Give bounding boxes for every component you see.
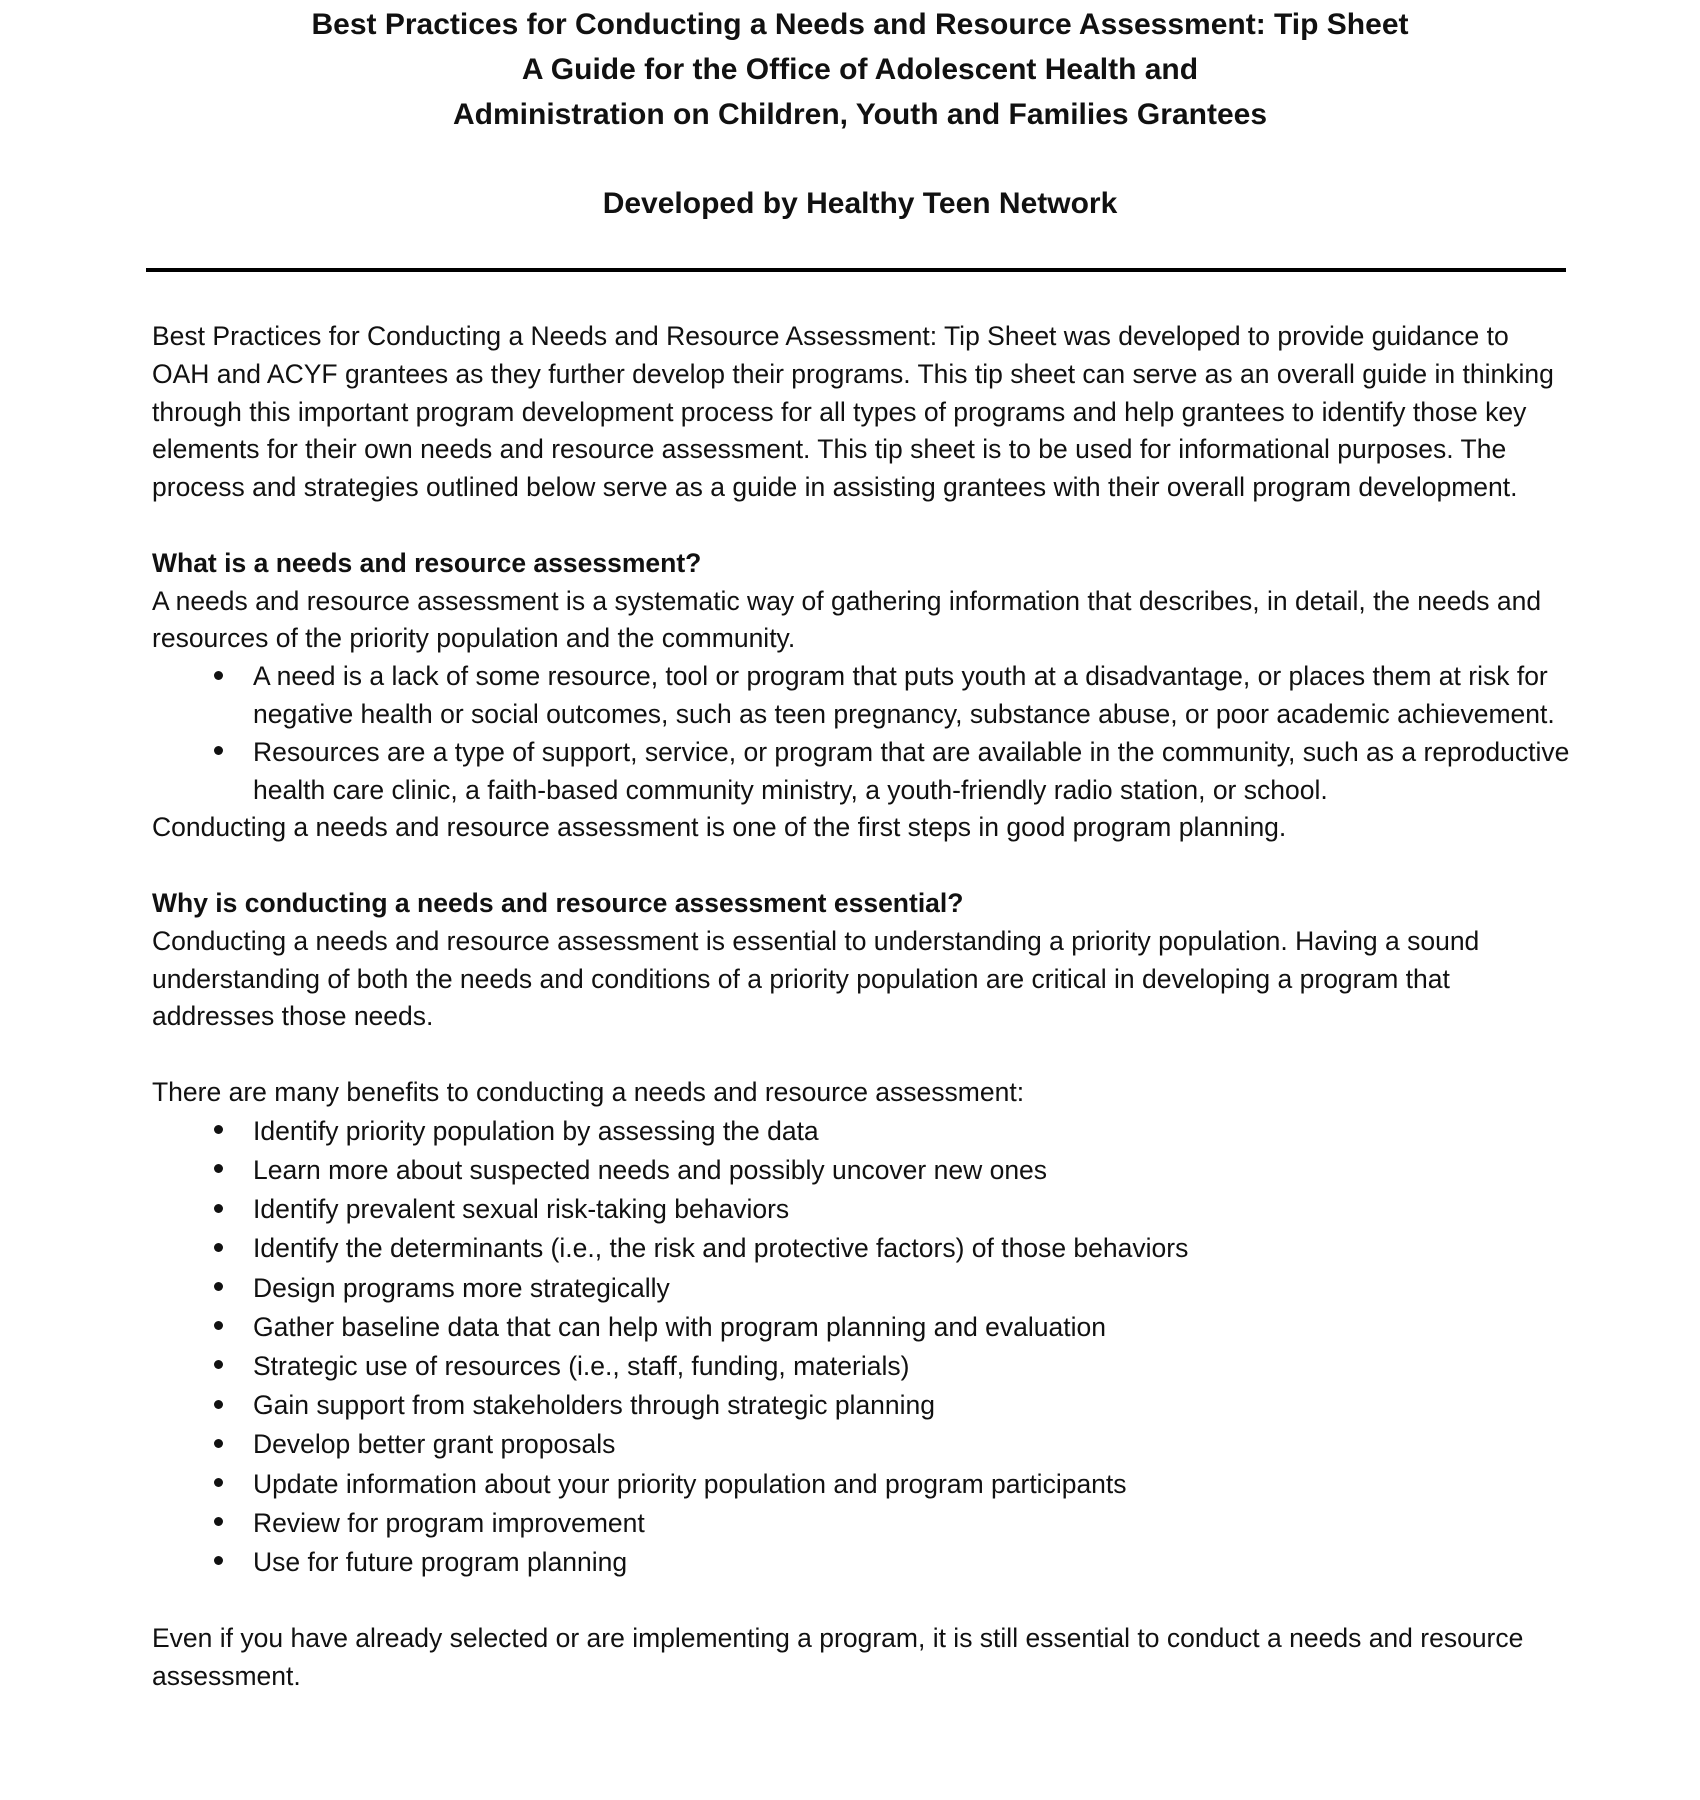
section-closing-why: Even if you have already selected or are implementing a program, it is still essential to conduct a needs and resource assessment. — [152, 1622, 1524, 1691]
list-item-text: Use for future program planning — [253, 1546, 628, 1577]
list-item — [152, 1229, 1572, 1268]
bullet-icon — [208, 1229, 228, 1268]
list-item-text: Develop better grant proposals — [253, 1429, 616, 1460]
spacer — [152, 847, 1572, 885]
bullet-icon — [208, 658, 228, 696]
benefits-intro: There are many benefits to conducting a needs and resource assessment: — [152, 1076, 1025, 1107]
bullet-icon — [208, 1308, 228, 1347]
list-item — [152, 1504, 1572, 1543]
bullet-icon — [208, 1347, 228, 1386]
list-item — [152, 1347, 1572, 1386]
bullet-icon — [208, 1504, 228, 1543]
list-item-text: Gather baseline data that can help with program planning and evaluation — [253, 1311, 1106, 1342]
list-item — [152, 1425, 1572, 1464]
list-item-text: A need is a lack of some resource, tool or program that puts youth at a disadvantage, or places them at risk for negative health or social outcomes, such as teen pregnancy, substance abuse, or poor academic achievement. — [253, 661, 1555, 729]
list-item-text: Gain support from stakeholders through strategic planning — [253, 1390, 936, 1421]
bullet-icon — [208, 1425, 228, 1464]
list-item-text: Identify prevalent sexual risk-taking behaviors — [253, 1194, 790, 1225]
list-item-text: Update information about your priority population and program participants — [253, 1468, 1127, 1499]
list-item — [152, 1543, 1572, 1582]
list-item-text: Review for program improvement — [253, 1507, 645, 1538]
list-item-text: Identify priority population by assessing the data — [253, 1115, 819, 1146]
list-item — [152, 1465, 1572, 1504]
bullet-icon — [208, 1543, 228, 1582]
list-item — [152, 1190, 1572, 1229]
developed-by: Developed by Healthy Teen Network — [602, 187, 1118, 220]
list-item — [152, 1386, 1572, 1425]
intro-paragraph: Best Practices for Conducting a Needs and Resource Assessment: Tip Sheet was developed to provide guidance to OAH and ACYF grantees as they further develop their programs. This tip sheet can serve as an overall guide in thinking through this important program development process for all types of programs and help grantees to identify those key elements for their own needs and resource assessment. This tip sheet is to be used for informational purposes. The process and strategies outlined below serve as a guide in assisting grantees with their overall program development. — [152, 321, 1554, 503]
section-text-why: Conducting a needs and resource assessment is essential to understanding a priority population. Having a sound understanding of both the needs and conditions of a priority population are critical in developing a program that addresses those needs. — [152, 925, 1480, 1032]
list-item — [152, 1269, 1572, 1308]
document-body — [152, 318, 1572, 1696]
list-item — [152, 1151, 1572, 1190]
list-item — [152, 1308, 1572, 1347]
list-item-text: Identify the determinants (i.e., the risk and protective factors) of those behaviors — [253, 1233, 1189, 1264]
bullet-icon — [208, 1151, 228, 1190]
section-heading-why: Why is conducting a needs and resource assessment essential? — [152, 887, 964, 918]
list-item-text: Design programs more strategically — [253, 1272, 670, 1303]
list-item — [152, 1112, 1572, 1151]
bullet-icon — [208, 1112, 228, 1151]
list-item-text: Strategic use of resources (i.e., staff, funding, materials) — [253, 1350, 910, 1381]
bullet-icon — [208, 1386, 228, 1425]
benefits-list — [152, 1112, 1572, 1582]
spacer — [152, 1036, 1572, 1074]
section-heading-what: What is a needs and resource assessment? — [152, 547, 702, 578]
need-resource-list — [152, 658, 1572, 809]
list-item — [152, 734, 1572, 810]
spacer — [152, 507, 1572, 545]
list-item-text: Learn more about suspected needs and possibly uncover new ones — [253, 1154, 1048, 1185]
spacer — [152, 1582, 1572, 1620]
bullet-icon — [208, 1190, 228, 1229]
bullet-icon — [208, 1465, 228, 1504]
list-item-text: Resources are a type of support, service, or program that are available in the community, such as a reproductive health care clinic, a faith-based community ministry, a youth-friendly radio station, or school. — [253, 736, 1570, 805]
document-header — [150, 2, 1570, 226]
list-item — [152, 658, 1572, 734]
bullet-icon — [208, 1269, 228, 1308]
header-divider — [146, 268, 1566, 272]
title-line-3: Administration on Children, Youth and Families Grantees — [453, 98, 1267, 131]
section-closing-what: Conducting a needs and resource assessment is one of the first steps in good program planning. — [152, 812, 1287, 843]
section-text-what: A needs and resource assessment is a systematic way of gathering information that describes, in detail, the needs and resources of the priority population and the community. — [152, 585, 1542, 654]
bullet-icon — [208, 734, 228, 772]
title-line-1: Best Practices for Conducting a Needs and Resource Assessment: Tip Sheet — [311, 8, 1409, 41]
title-line-2: A Guide for the Office of Adolescent Health and — [521, 53, 1199, 86]
